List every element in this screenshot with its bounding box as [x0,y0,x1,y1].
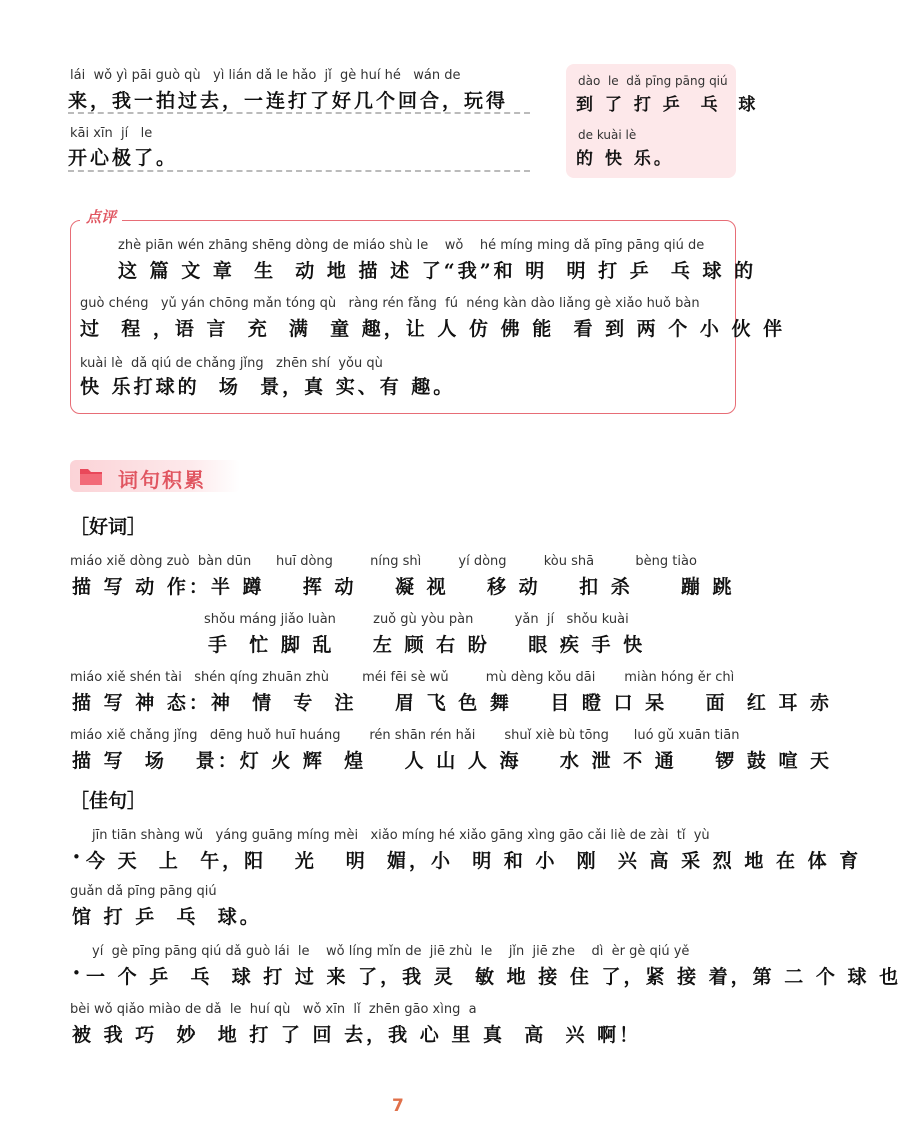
side-line1-pinyin: dào le dǎ pīng pāng qiú [578,74,728,88]
comment-line1-text: 这 篇 文 章 生 动 地 描 述 了“我”和 明 明 打 乒 乓 球 的 [118,260,757,282]
sentence1-line1-text: 今 天 上 午，阳 光 明 媚，小 明 和 小 刚 兴 高 采 烈 地 在 体 育 [86,850,862,872]
sentence2-line2-text: 被 我 巧 妙 地 打 了 回 去，我 心 里 真 高 兴 啊！ [72,1024,642,1046]
essay-line2-text: 开心极了。 [68,147,179,169]
sentence2-line1-text: 一 个 乒 乓 球 打 过 来 了，我 灵 敏 地 接 住 了，紧 接 着，第 二 个 球 也 [86,966,901,988]
page-number: 7 [392,1096,404,1116]
essay-underline [68,112,530,114]
comment-line1-pinyin: zhè piān wén zhāng shēng dòng de miáo shù le wǒ hé míng ming dǎ pīng pāng qiú de [118,238,705,253]
good-words-row3-text: 描 写 神 态：神 情 专 注 眉 飞 色 舞 目 瞪 口 呆 面 红 耳 赤 [72,692,833,714]
essay-line1-text: 来，我一拍过去，一连打了好几个回合，玩得 [68,90,509,112]
essay-underline [68,170,530,172]
sentence1-bullet: • [72,848,81,866]
comment-line3-pinyin: kuài lè dǎ qiú de chǎng jǐng zhēn shí yǒu qù [80,356,383,371]
good-words-heading: ［好词］ [70,516,147,538]
sentence1-line2-text: 馆 打 乒 乓 球。 [72,906,262,928]
good-words-row4-text: 描 写 场 景：灯 火 辉 煌 人 山 人 海 水 泄 不 通 锣 鼓 喧 天 [72,750,833,772]
comment-line2-pinyin: guò chéng yǔ yán chōng mǎn tóng qù ràng rén fǎng fú néng kàn dào liǎng gè xiǎo huǒ bàn [80,296,700,311]
sentence2-line2-pinyin: bèi wǒ qiǎo miào de dǎ le huí qù wǒ xīn lǐ zhēn gāo xìng a [70,1002,477,1017]
sentence2-bullet: • [72,964,81,982]
sentence1-line1-pinyin: jīn tiān shàng wǔ yáng guāng míng mèi xiǎo míng hé xiǎo gāng xìng gāo cǎi liè de zài tǐ yù [92,828,710,843]
side-line2-text: 的 快 乐。 [576,149,674,169]
comment-line2-text: 过 程 ，语 言 充 满 童 趣，让 人 仿 佛 能 看 到 两 个 小 伙 伴 [80,318,786,340]
sentence1-line2-pinyin: guǎn dǎ pīng pāng qiú [70,884,217,899]
folder-icon [78,465,104,487]
essay-line1-pinyin: lái wǒ yì pāi guò qù yì lián dǎ le hǎo jǐ gè huí hé wán de [70,68,461,83]
good-words-row1-text: 描 写 动 作：半 蹲 挥 动 凝 视 移 动 扣 杀 蹦 跳 [72,576,735,598]
good-words-row1-pinyin: miáo xiě dòng zuò bàn dūn huī dòng níng shì yí dòng kòu shā bèng tiào [70,554,697,569]
essay-line2-pinyin: kāi xīn jí le [70,126,153,141]
good-words-row3-pinyin: miáo xiě shén tài shén qíng zhuān zhù méi fēi sè wǔ mù dèng kǒu dāi miàn hóng ěr chì [70,670,735,685]
good-words-row4-pinyin: miáo xiě chǎng jǐng dēng huǒ huī huáng rén shān rén hǎi shuǐ xiè bù tōng luó gǔ xuān tiān [70,728,740,743]
good-sentences-heading: ［佳句］ [70,790,147,812]
sentence2-line1-pinyin: yí gè pīng pāng qiú dǎ guò lái le wǒ líng mǐn de jiē zhù le jǐn jiē zhe dì èr gè qiú yě [92,944,690,959]
good-words-row2-pinyin: shǒu máng jiǎo luàn zuǒ gù yòu pàn yǎn jí shǒu kuài [204,612,629,627]
section-title: 词句积累 [118,468,206,492]
good-words-row2-text: 手 忙 脚 乱 左 顾 右 盼 眼 疾 手 快 [208,634,646,656]
comment-line3-text: 快 乐打球的 场 景，真 实、有 趣。 [80,376,456,398]
side-line2-pinyin: de kuài lè [578,128,637,142]
side-line1-text: 到 了 打 乒 乓 球 [576,95,759,115]
comment-label: 点评 [80,206,122,227]
